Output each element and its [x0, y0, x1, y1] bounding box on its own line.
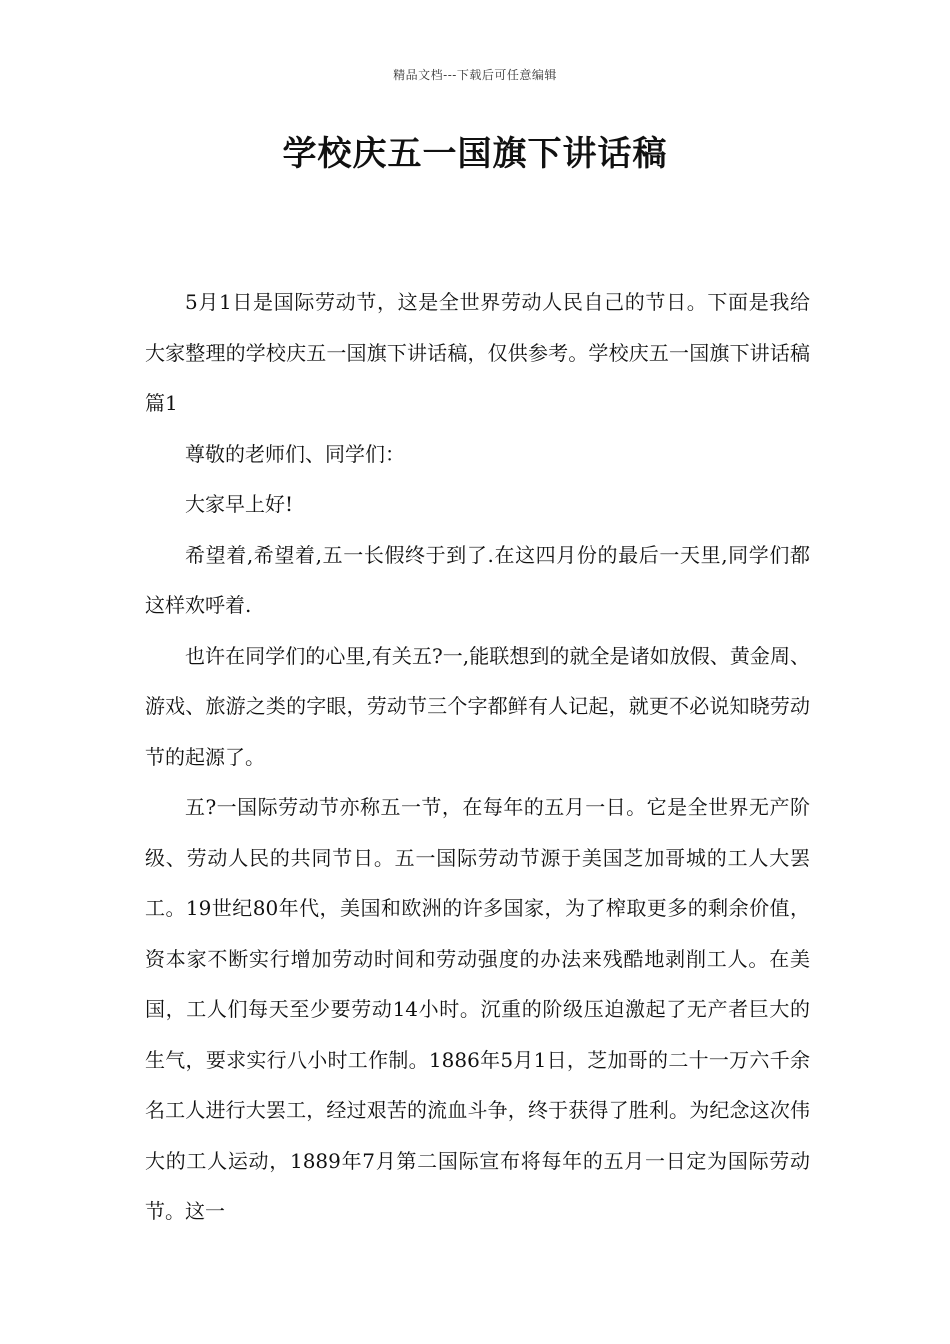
paragraph-intro: 5月1日是国际劳动节，这是全世界劳动人民自己的节日。下面是我给大家整理的学校庆五一国旗下讲话稿，仅供参考。学校庆五一国旗下讲话稿篇1	[145, 290, 810, 415]
paragraph-holiday: 希望着,希望着,五一长假终于到了.在这四月份的最后一天里,同学们都这样欢呼着.	[145, 542, 810, 617]
paragraph-history: 五?一国际劳动节亦称五一节，在每年的五月一日。它是全世界无产阶级、劳动人民的共同节日。五一国际劳动节源于美国芝加哥城的工人大罢工。19世纪80年代，美国和欧洲的许多国家，为了榨取更多的剩余价值，资本家不断实行增加劳动时间和劳动强度的办法来残酷地剥削工人。在美国，工人们每天至少要劳动14小时。沉重的阶级压迫激起了无产者巨大的生气，要求实行八小时工作制。1886年5月1日，芝加哥的二十一万六千余名工人进行大罢工，经过艰苦的流血斗争，终于获得了胜利。为纪念这次伟大的工人运动，1889年7月第二国际宣布将每年的五月一日定为国际劳动节。这一	[145, 795, 810, 1223]
paragraph-association: 也许在同学们的心里,有关五?一,能联想到的就全是诸如放假、黄金周、游戏、旅游之类的字眼，劳动节三个字都鲜有人记起，就更不必说知晓劳动节的起源了。	[145, 643, 810, 769]
document-body	[145, 277, 810, 1237]
paragraph-salutation: 尊敬的老师们、同学们：	[185, 441, 405, 466]
paragraph-greeting: 大家早上好!	[185, 492, 294, 516]
document-title: 学校庆五一国旗下讲话稿	[282, 134, 668, 174]
header-note: 精品文档---下载后可任意编辑	[393, 68, 557, 82]
